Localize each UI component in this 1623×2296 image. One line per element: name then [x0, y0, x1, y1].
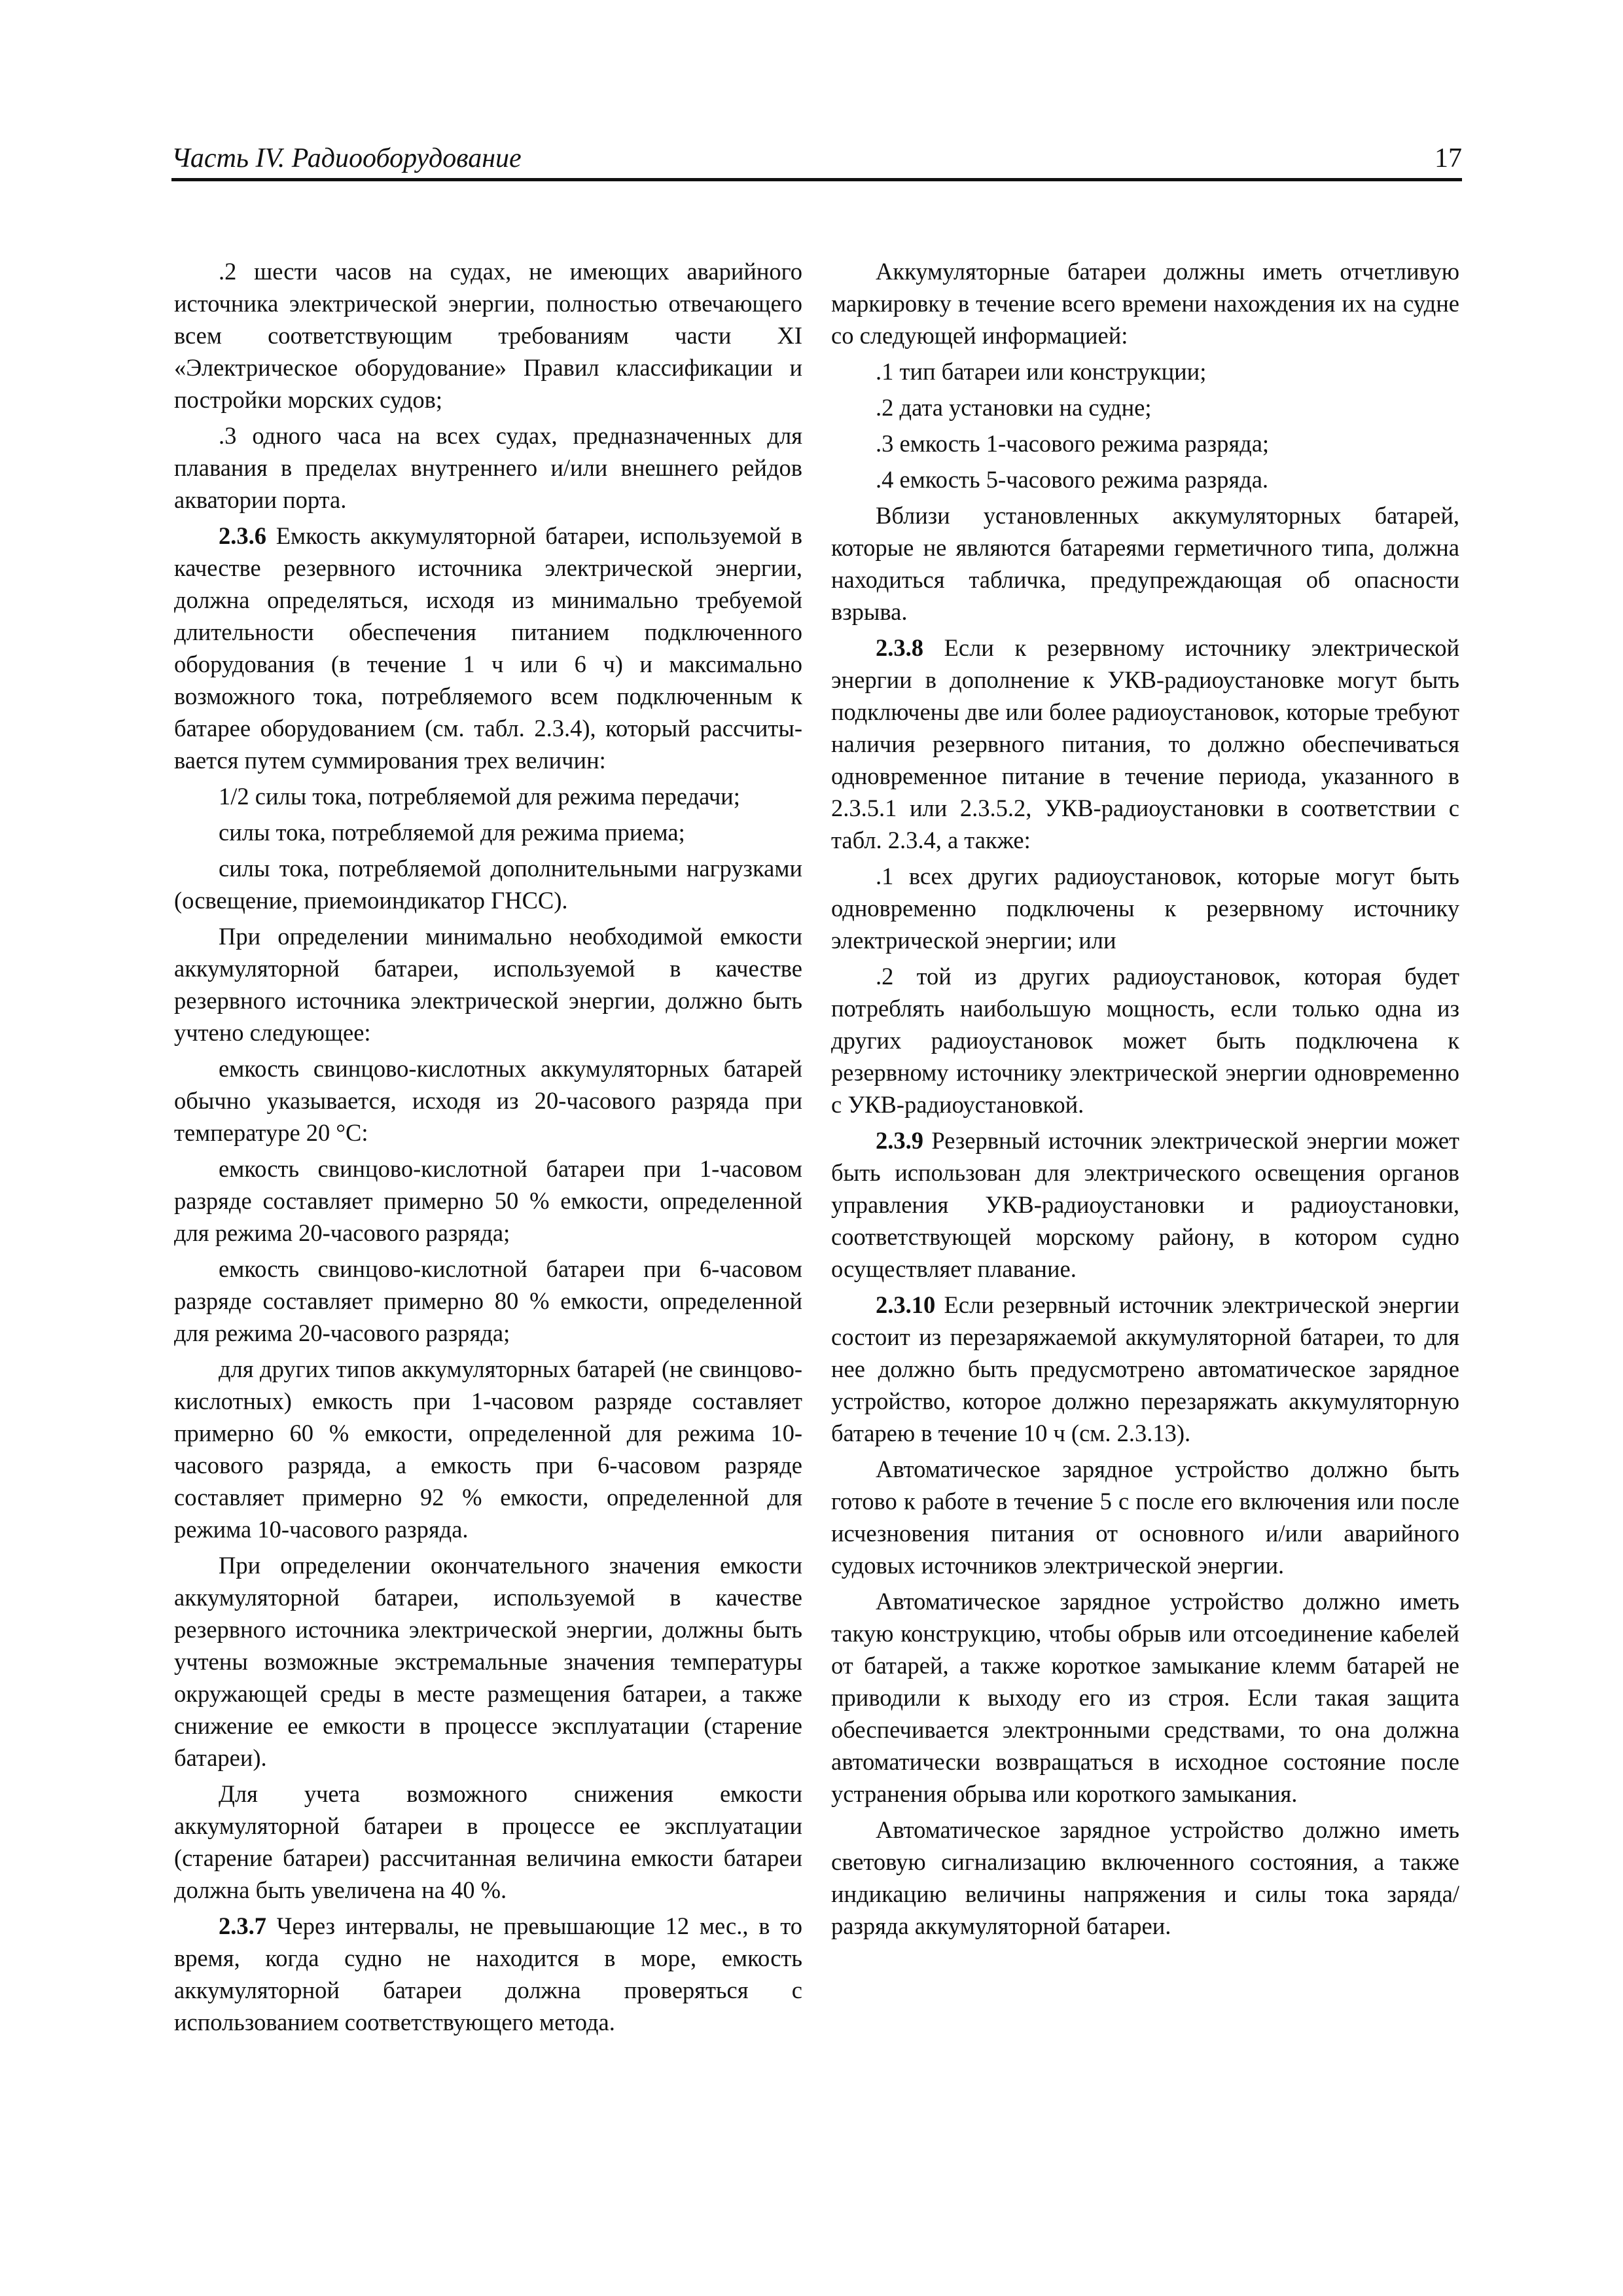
section-number: 2.3.8	[876, 634, 923, 661]
list-item: .2 той из других радиоустановок, которая будет потреблять наибольшую мощность, если только одна из других радиоустановок может быть подключена к резервному источнику электрической энергии одновременно с УКВ-радиоустановкой.	[831, 963, 1459, 1118]
paragraph-text: Резервный источник электрической энергии может быть использован для электрического освещения органов управления УКВ-радиоустановки и радиоустановки, соответствующей морскому району, в котором судно осуществляет плавание.	[831, 1127, 1459, 1282]
paragraph-text: Через интервалы, не превышающие 12 мес., в то время, когда судно не находится в море, емкость аккумуляторной батареи должна проверяться с использованием соответствующего метода.	[174, 1912, 802, 2036]
header-rule	[171, 178, 1462, 181]
paragraph: Для учета возможного снижения емкости аккумуляторной батареи в процессе ее эксплуатации (старение батареи) рассчитанная величина емкости батареи должна быть увеличена на 40 %.	[174, 1780, 802, 1903]
paragraph	[831, 1124, 1459, 1285]
header-title: Часть IV. Радиооборудование	[171, 143, 522, 173]
list-item: .2 дата установки на судне;	[876, 394, 1152, 421]
right-column	[831, 255, 1459, 1946]
left-column	[174, 255, 802, 2042]
paragraph: Автоматическое зарядное устройство должно иметь такую конструкцию, чтобы обрыв или отсоединение кабелей от батарей, а также короткое замыкание клемм батарей не приводили к выходу его из строя. Если такая защита обеспечивается электронными средствами, то она должна автоматически возвращаться в исходное состояние после устранения обрыва или короткого замыкания.	[831, 1588, 1459, 1807]
paragraph: .2 шести часов на судах, не имеющих аварийного источника электрической энергии, полностью отвечающего всем соответствующим требованиям части XI «Электрическое оборудование» Правил классификации и постройки морских судов;	[174, 258, 802, 413]
paragraph: Аккумуляторные батареи должны иметь отчетливую маркировку в течение всего времени нахождения их на судне со следующей информацией:	[831, 258, 1459, 349]
paragraph	[831, 632, 1459, 856]
paragraph-text: Если резервный источник электрической энергии состоит из перезаряжаемой аккумуляторной батареи, то для нее должно быть предусмотрено автоматическое зарядное устройство, которое должно перезаряжать аккумуляторную батарею в течение 10 ч (см. 2.3.13).	[831, 1291, 1459, 1446]
paragraph: для других типов аккумуляторных батарей (не свинцово-кислотных) емкость при 1-часовом разряде составляет примерно 60 % емкости, определенной для режима 10-часового разряда, а емкость при 6-часовом разряде составляет примерно 92 % емкости, определенной для режима 10-часового разряда.	[174, 1355, 802, 1543]
section-number: 2.3.6	[219, 522, 266, 549]
paragraph	[174, 520, 802, 776]
list-item: .1 тип батареи или конструкции;	[876, 358, 1207, 385]
section-number: 2.3.7	[219, 1912, 266, 1939]
paragraph: емкость свинцово-кислотной батареи при 6-часовом разряде составляет примерно 80 % емкости, определенной для режима 20-часового разряда;	[174, 1255, 802, 1346]
section-number: 2.3.9	[876, 1127, 923, 1154]
list-item: .3 емкость 1-часового режима разряда;	[876, 430, 1270, 457]
paragraph: силы тока, потребляемой для режима приема;	[219, 819, 685, 846]
list-item: .1 всех других радиоустановок, которые могут быть одновременно подключены к резервному источнику электрической энергии; или	[831, 863, 1459, 954]
paragraph	[174, 1910, 802, 2038]
paragraph-text: Если к резервному источнику электрической энергии в дополнение к УКВ-радиоустановке могут быть подключены две или более радиоустановок, которые требуют наличия резервного питания, то должно обеспечиваться одновременное питание в течение периода, указанного в 2.3.5.1 или 2.3.5.2, УКВ-радиоустановки в соответствии с табл. 2.3.4, а также:	[831, 634, 1459, 853]
paragraph	[831, 1289, 1459, 1449]
paragraph: При определении окончательного значения емкости аккумуляторной батареи, используемой в качестве резервного источника электрической энергии, должны быть учтены возможные экстремальные значения температуры окружающей среды в месте размещения батареи, а также снижение ее емкости в процессе эксплуатации (старение батареи).	[174, 1552, 802, 1771]
paragraph: емкость свинцово-кислотных аккумуляторных батарей обычно указывается, исходя из 20-часового разряда при температуре 20 °С:	[174, 1055, 802, 1146]
paragraph: 1/2 силы тока, потребляемой для режима передачи;	[219, 783, 740, 810]
paragraph: .3 одного часа на всех судах, предназначенных для плавания в пределах внутреннего и/или внешнего рейдов акватории порта.	[174, 422, 802, 513]
running-header	[171, 139, 1462, 178]
paragraph: Вблизи установленных аккумуляторных батарей, которые не являются батареями герметичного типа, должна находиться табличка, предупреждающая об опасности взрыва.	[831, 502, 1459, 625]
list-item: .4 емкость 5-часового режима разряда.	[876, 466, 1269, 493]
paragraph: При определении минимально необходимой емкости аккумуляторной батареи, используемой в качестве резервного источника электрической энергии, должно быть учтено следующее:	[174, 923, 802, 1046]
paragraph-text: Емкость аккумуляторной батареи, используемой в качестве резервного источника электрической энергии, должна определяться, исходя из минимально требуемой длительности обеспечения питанием подключенного оборудования (в течение 1 ч или 6 ч) и максимально возможного тока, потребляемого всем подключенным к батарее оборудованием (см. табл. 2.3.4), который рассчитывается путем суммирования трех величин:	[174, 522, 802, 774]
paragraph: Автоматическое зарядное устройство должно иметь световую сигнализацию включенного состояния, а также индикацию величины напряжения и силы тока заряда/разряда аккумуляторной батареи.	[831, 1816, 1459, 1939]
paragraph: емкость свинцово-кислотной батареи при 1-часовом разряде составляет примерно 50 % емкости, определенной для режима 20-часового разряда;	[174, 1155, 802, 1246]
paragraph: Автоматическое зарядное устройство должно быть готово к работе в течение 5 с после его включения или после исчезновения питания от основного и/или аварийного судовых источников электрической энергии.	[831, 1456, 1459, 1579]
section-number: 2.3.10	[876, 1291, 936, 1318]
paragraph: силы тока, потребляемой дополнительными нагрузками (освещение, приемоиндикатор ГНСС).	[174, 855, 802, 914]
page-number: 17	[1435, 143, 1462, 173]
